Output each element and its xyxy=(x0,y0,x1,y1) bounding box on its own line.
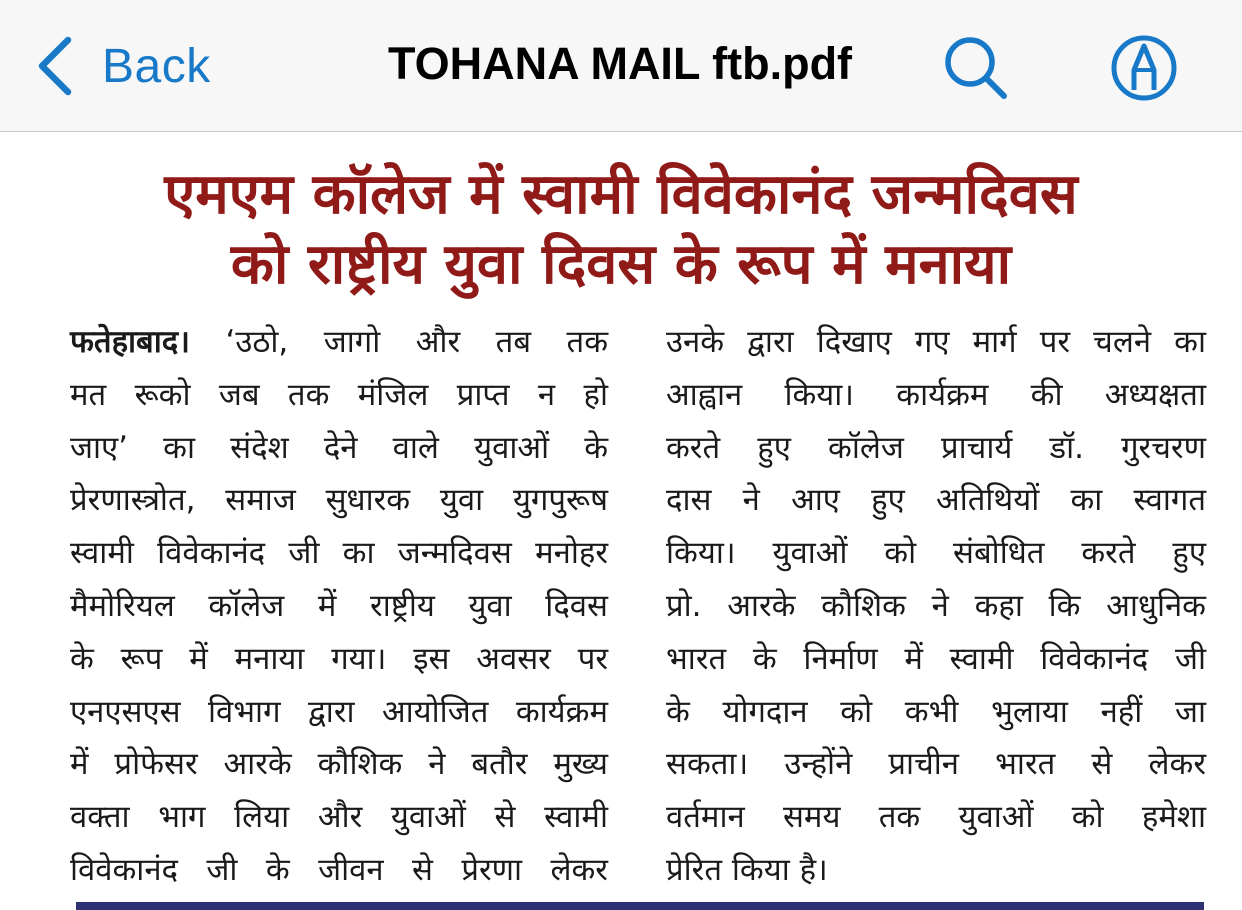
chevron-left-icon xyxy=(36,36,76,96)
text-line: प्रो. आरके कौशिक ने कहा कि आधुनिक xyxy=(666,587,1206,624)
text-line: प्रेरणास्त्रोत, समाज सुधारक युवा युगपुरूष xyxy=(70,482,608,519)
text-line: के योगदान को कभी भुलाया नहीं जा xyxy=(666,693,1206,730)
text-line: फतेहाबाद। ‘उठो, जागो और तब तक xyxy=(70,324,608,360)
text-line: किया। युवाओं को संबोधित करते हुए xyxy=(666,535,1206,572)
text-line: के रूप में मनाया गया। इस अवसर पर xyxy=(70,640,608,677)
search-button[interactable] xyxy=(940,32,1012,104)
text-line: स्वामी विवेकानंद जी का जन्मदिवस मनोहर xyxy=(70,535,608,572)
back-label: Back xyxy=(102,39,211,93)
text-line: उनके द्वारा दिखाए गए मार्ग पर चलने का xyxy=(666,324,1206,360)
text-line: आह्वान किया। कार्यक्रम की अध्यक्षता xyxy=(666,376,1206,413)
article-column-left xyxy=(70,316,608,897)
document-title: TOHANA MAIL ftb.pdf xyxy=(387,38,853,89)
headline-line-2: को राष्ट्रीय युवा दिवस के रूप में मनाया xyxy=(230,231,1012,297)
dateline: फतेहाबाद। xyxy=(70,324,191,360)
text-line: दास ने आए हुए अतिथियों का स्वागत xyxy=(666,482,1206,519)
markup-pen-icon xyxy=(1108,32,1180,104)
text-line: वक्ता भाग लिया और युवाओं से स्वामी xyxy=(70,799,608,836)
text-line: मत रूको जब तक मंजिल प्राप्त न हो xyxy=(70,376,608,413)
back-button[interactable] xyxy=(36,36,211,96)
text-line: मैमोरियल कॉलेज में राष्ट्रीय युवा दिवस xyxy=(70,587,608,624)
text-line: करते हुए कॉलेज प्राचार्य डॉ. गुरचरण xyxy=(666,429,1206,466)
bottom-rule xyxy=(76,902,1204,910)
navigation-bar xyxy=(0,0,1242,132)
article-column-right xyxy=(666,316,1206,897)
search-icon xyxy=(940,32,1012,104)
text-line: भारत के निर्माण में स्वामी विवेकानंद जी xyxy=(666,640,1206,677)
markup-button[interactable] xyxy=(1108,32,1180,104)
text-line: सकता। उन्होंने प्राचीन भारत से लेकर xyxy=(666,746,1206,783)
text-line: जाए’ का संदेश देने वाले युवाओं के xyxy=(70,429,608,466)
text-line: विवेकानंद जी के जीवन से प्रेरणा लेकर xyxy=(70,851,608,888)
headline-line-1: एमएम कॉलेज में स्वामी विवेकानंद जन्मदिवस xyxy=(164,161,1078,227)
text-line: में प्रोफेसर आरके कौशिक ने बतौर मुख्य xyxy=(70,746,608,783)
text-line: वर्तमान समय तक युवाओं को हमेशा xyxy=(666,799,1206,836)
text-line: प्रेरित किया है। xyxy=(666,851,828,888)
text-line: एनएसएस विभाग द्वारा आयोजित कार्यक्रम xyxy=(70,693,608,730)
pdf-page-view[interactable] xyxy=(0,133,1242,910)
